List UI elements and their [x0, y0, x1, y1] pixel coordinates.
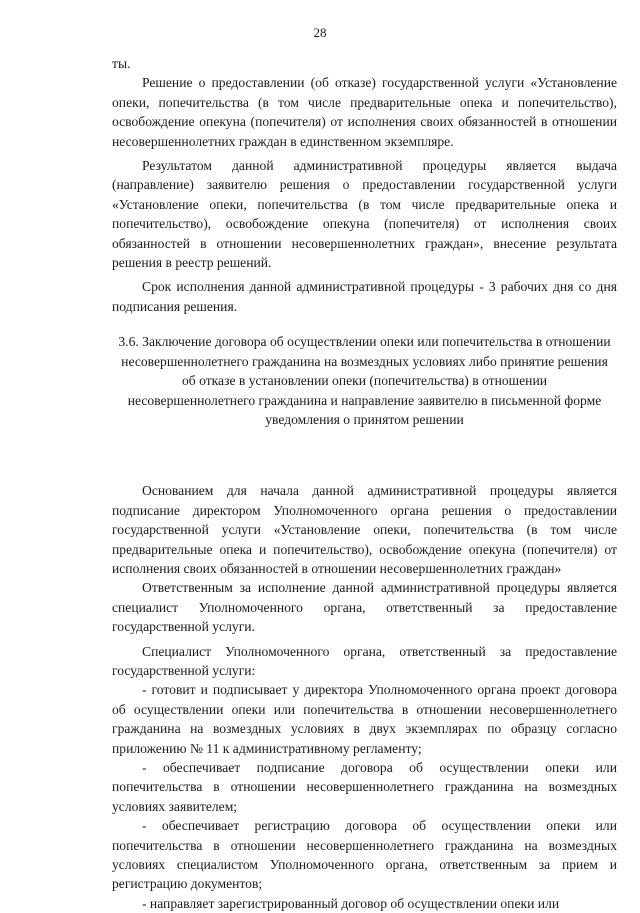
paragraph-decision: Решение о предоставлении (об отказе) государственной услуги «Установление опеки, попечительства (в том числе предварительные опека и попечительство), освобождение опекуна (попечителя) от исполнения своих обязанностей в отношении несовершеннолетних граждан в единственном экземпляре. [112, 75, 617, 149]
document-body [112, 54, 617, 913]
list-item: - обеспечивает регистрацию договора об осуществлении опеки или попечительства в отношении несовершеннолетнего гражданина на возмездных условиях специалистом Уполномоченного органа, ответственным за прием и регистрацию документов; [112, 818, 617, 892]
section-heading: 3.6. Заключение договора об осуществлении опеки или попечительства в отношении несовершеннолетнего гражданина на возмездных условиях либо принятие решения об отказе в установлении опеки (попечительства) в отношении несовершеннолетнего гражданина и направление заявителю в письменной форме уведомления о принятом решении [118, 334, 611, 427]
list-item: - направляет зарегистрированный договор об осуществлении опеки или [142, 895, 560, 911]
paragraph-responsible: Ответственным за исполнение данной административной процедуры является специалист Уполномоченного органа, ответственный за предоставление государственной услуги. [112, 580, 617, 635]
paragraph-deadline: Срок исполнения данной административной процедуры - 3 рабочих дня со дня подписания решения. [112, 279, 617, 314]
page-number: 28 [313, 25, 327, 40]
paragraph-continuation: ты. [112, 56, 131, 71]
paragraph-result: Результатом данной административной процедуры является выдача (направление) заявителю решения о предоставлении государственной услуги «Установление опеки, попечительства (в том числе предварительные опека и попечительство), освобождение опекуна (попечителя) от исполнения своих обязанностей в отношении несовершеннолетних граждан», внесение результата решения в реестр решений. [112, 158, 617, 271]
paragraph-specialist: Специалист Уполномоченного органа, ответственный за предоставление государственной услуги: [112, 643, 617, 678]
paragraph-basis: Основанием для начала данной административной процедуры является подписание директором Уполномоченного органа решения о предоставлении государственной услуги «Установление опеки, попечительства (в том числе предварительные опека и попечительство), освобождение опекуна (попечителя) от исполнения своих обязанностей в отношении несовершеннолетних граждан» [112, 483, 617, 576]
list-item: - готовит и подписывает у директора Уполномоченного органа проект договора об осуществлении опеки или попечительства в отношении несовершеннолетнего гражданина на возмездных условиях в двух экземплярах по образцу согласно приложению № 11 к административному регламенту; [112, 682, 617, 756]
list-item: - обеспечивает подписание договора об осуществлении опеки или попечительства в отношении несовершеннолетнего гражданина на возмездных условиях заявителем; [112, 760, 617, 814]
